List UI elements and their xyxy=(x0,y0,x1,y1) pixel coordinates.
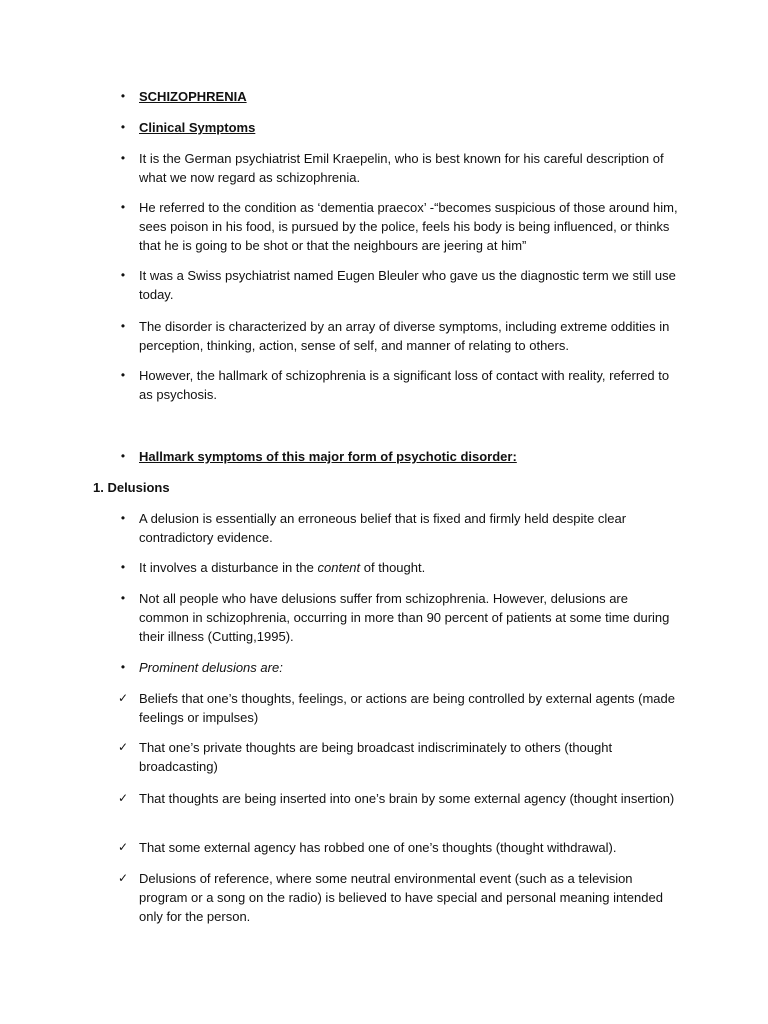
list-item xyxy=(120,118,679,137)
list-item xyxy=(120,589,679,646)
bullet-icon: • xyxy=(120,89,126,103)
paragraph-text: Not all people who have delusions suffer from schizophrenia. However, delusions are common in schizophrenia, occurring in more than 90 percent of patients at some time during their illness (Cutting,1995). xyxy=(139,591,670,644)
list-item xyxy=(120,87,679,106)
list-item xyxy=(120,366,679,404)
check-list-item xyxy=(117,869,679,926)
bullet-icon: • xyxy=(120,660,126,674)
paragraph-text: However, the hallmark of schizophrenia is a significant loss of contact with reality, referred to as psychosis. xyxy=(139,368,670,402)
paragraph-text: It is the German psychiatrist Emil Kraepelin, who is best known for his careful description of what we now regard as schizophrenia. xyxy=(139,151,664,185)
list-item xyxy=(120,447,679,466)
list-item xyxy=(120,149,679,187)
checkmark-icon: ✓ xyxy=(117,840,129,854)
checkmark-icon: ✓ xyxy=(117,740,129,754)
list-item xyxy=(120,558,679,577)
paragraph-text: Delusions of reference, where some neutral environmental event (such as a television program or a song on the radio) is believed to have special and personal meaning intended only for the person. xyxy=(139,871,663,924)
paragraph-text: That one’s private thoughts are being broadcast indiscriminately to others (thought broadcasting) xyxy=(139,740,613,774)
paragraph-text xyxy=(139,560,425,575)
section-heading-clinical: Clinical Symptoms xyxy=(139,120,256,135)
list-item xyxy=(120,317,679,355)
bullet-icon: • xyxy=(120,120,126,134)
list-item xyxy=(120,198,679,255)
bullet-icon: • xyxy=(120,591,126,605)
bullet-icon: • xyxy=(120,268,126,282)
document-title: SCHIZOPHRENIA xyxy=(139,89,247,104)
bullet-icon: • xyxy=(120,449,126,463)
bullet-icon: • xyxy=(120,200,126,214)
check-list-item xyxy=(117,689,679,727)
check-list-item xyxy=(117,789,679,808)
paragraph-text: The disorder is characterized by an array of diverse symptoms, including extreme oddities in perception, thinking, action, sense of self, and manner of relating to others. xyxy=(139,319,670,353)
checkmark-icon: ✓ xyxy=(117,871,129,885)
text-run: of thought. xyxy=(360,560,426,575)
bullet-icon: • xyxy=(120,151,126,165)
section-heading-hallmark: Hallmark symptoms of this major form of psychotic disorder: xyxy=(139,449,517,464)
paragraph-text: Prominent delusions are: xyxy=(139,660,283,675)
bullet-icon: • xyxy=(120,560,126,574)
list-item xyxy=(120,266,679,304)
check-list-item xyxy=(117,738,679,776)
bullet-icon: • xyxy=(120,511,126,525)
paragraph-text: It was a Swiss psychiatrist named Eugen Bleuler who gave us the diagnostic term we still use today. xyxy=(139,268,676,302)
paragraph-text: Beliefs that one’s thoughts, feelings, or actions are being controlled by external agents (made feelings or impulses) xyxy=(139,691,675,725)
bullet-icon: • xyxy=(120,368,126,382)
emphasis-text: content xyxy=(317,560,361,575)
paragraph-text: That thoughts are being inserted into one’s brain by some external agency (thought insertion) xyxy=(139,791,675,806)
list-item xyxy=(120,658,679,677)
checkmark-icon: ✓ xyxy=(117,791,129,805)
numbered-heading-delusions: 1. Delusions xyxy=(93,480,170,495)
list-item xyxy=(120,509,679,547)
text-run: It involves a disturbance in the xyxy=(139,560,318,575)
paragraph-text: He referred to the condition as ‘dementia praecox’ -“becomes suspicious of those around him, sees poison in his food, is pursued by the police, feels his body is being influenced, or thinks that he is going to be shot or that the neighbours are jeering at him” xyxy=(139,200,678,253)
checkmark-icon: ✓ xyxy=(117,691,129,705)
check-list-item xyxy=(117,838,679,857)
bullet-icon: • xyxy=(120,319,126,333)
paragraph-text: That some external agency has robbed one of one’s thoughts (thought withdrawal). xyxy=(139,840,617,855)
paragraph-text: A delusion is essentially an erroneous belief that is fixed and firmly held despite clear contradictory evidence. xyxy=(139,511,627,545)
